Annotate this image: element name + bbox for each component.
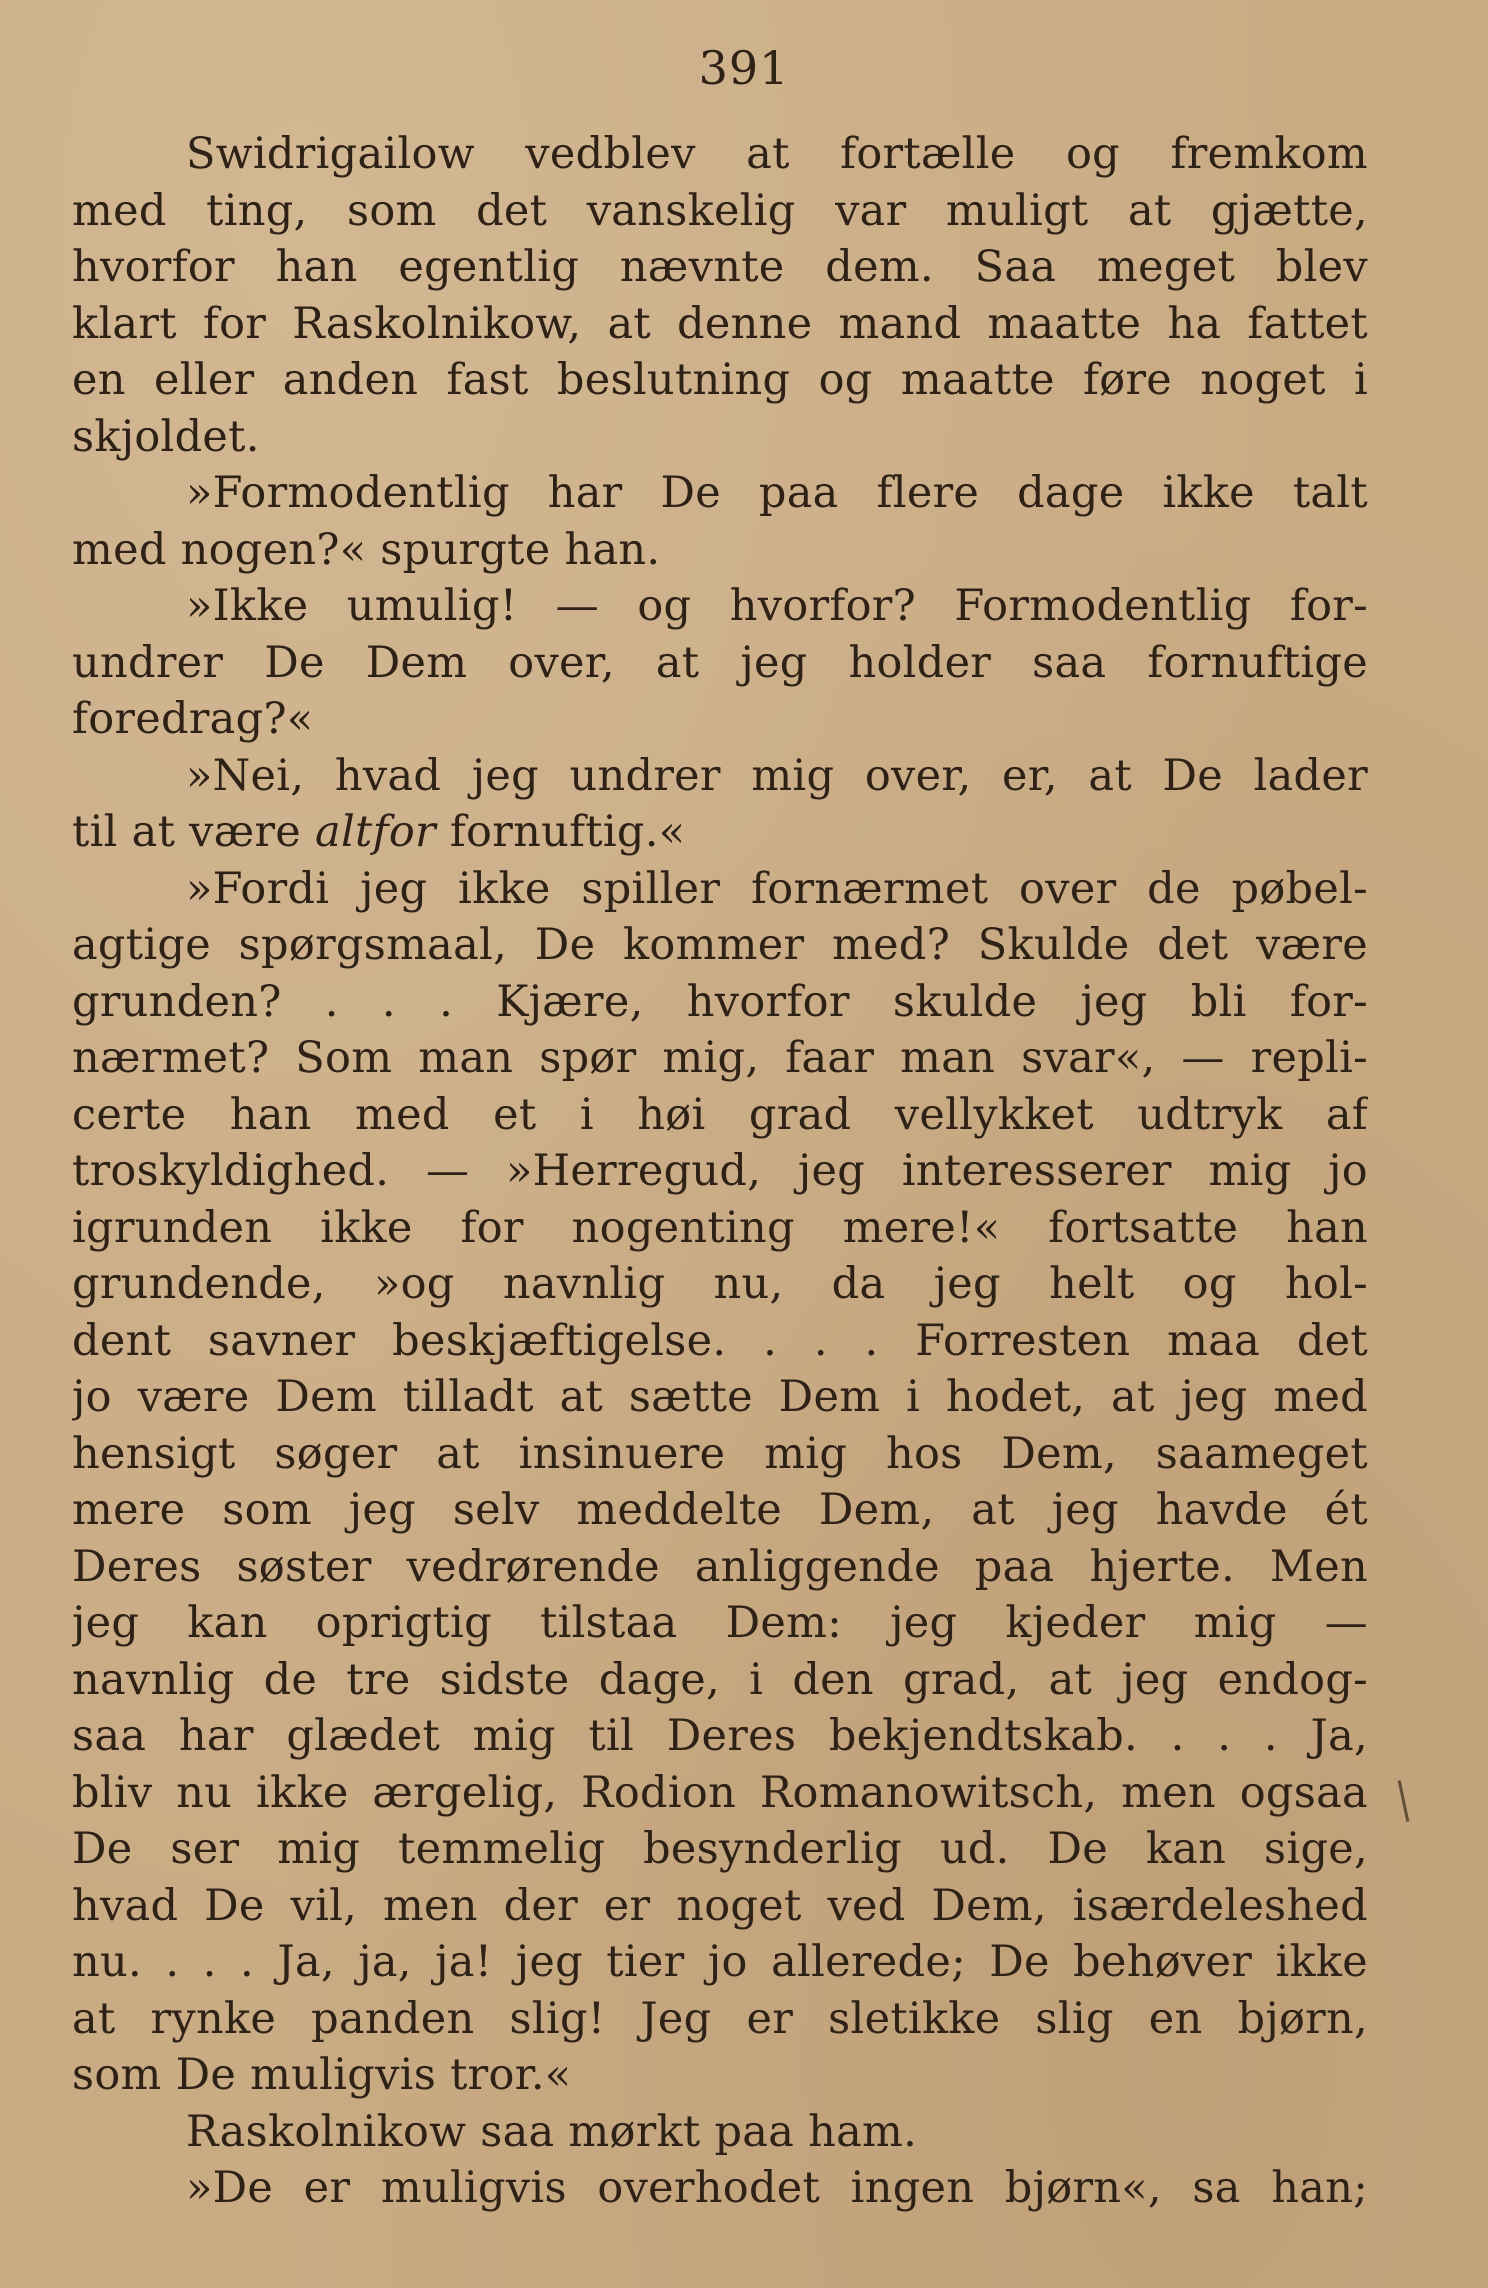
text-line: certe han med et i høi grad vellykket udtryk af	[72, 1089, 1368, 1140]
text-line: »Fordi jeg ikke spiller fornærmet over de pøbel-	[186, 863, 1368, 914]
italic-emphasis: altfor	[315, 807, 436, 857]
text-line: Deres søster vedrørende anliggende paa hjerte. Men	[72, 1541, 1368, 1592]
text-line: navnlig de tre sidste dage, i den grad, at jeg endog-	[72, 1654, 1368, 1705]
text-line: en eller anden fast beslutning og maatte føre noget i	[72, 355, 1368, 405]
page-number: 391	[698, 41, 790, 95]
text-line: nu. . . . Ja, ja, ja! jeg tier jo allerede; De behøver ikke	[72, 1937, 1368, 1987]
text-line: Raskolnikow saa mørkt paa ham.	[186, 2106, 918, 2157]
text-line: hvad De vil, men der er noget ved Dem, isærdeleshed	[72, 1880, 1368, 1931]
body-text	[72, 126, 1368, 2217]
text-line: Swidrigailow vedblev at fortælle og fremkom	[186, 129, 1368, 179]
text-line: klart for Raskolnikow, at denne mand maatte ha fattet	[72, 298, 1368, 349]
text-line: De ser mig temmelig besynderlig ud. De kan sige,	[72, 1824, 1368, 1874]
text-line: med nogen?« spurgte han.	[72, 524, 661, 575]
text-line: jo være Dem tilladt at sætte Dem i hodet, at jeg med	[72, 1372, 1368, 1422]
text-line: troskyldighed. — »Herregud, jeg interesserer mig jo	[72, 1146, 1368, 1196]
text-line: »Formodentlig har De paa flere dage ikke talt	[186, 468, 1368, 518]
text-line: mere som jeg selv meddelte Dem, at jeg havde ét	[72, 1485, 1368, 1535]
text-line: saa har glædet mig til Deres bekjendtskab. . . . Ja,	[72, 1711, 1368, 1761]
text-line: foredrag?«	[72, 694, 314, 744]
text-line: grunden? . . . Kjære, hvorfor skulde jeg bli for-	[72, 976, 1368, 1027]
text-line: »Nei, hvad jeg undrer mig over, er, at De lader	[186, 750, 1368, 801]
text-line: hvorfor han egentlig nævnte dem. Saa meget blev	[72, 242, 1368, 292]
text-line	[72, 804, 1368, 861]
text-line: hensigt søger at insinuere mig hos Dem, saameget	[72, 1428, 1368, 1479]
text-run: fornuftig.«	[435, 807, 686, 857]
text-line: bliv nu ikke ærgelig, Rodion Romanowitsch, men ogsaa	[72, 1767, 1368, 1818]
text-line: »Ikke umulig! — og hvorfor? Formodentlig for-	[186, 581, 1368, 631]
text-line: grundende, »og navnlig nu, da jeg helt og hol-	[72, 1259, 1368, 1309]
text-line: med ting, som det vanskelig var muligt at gjætte,	[72, 185, 1368, 236]
text-line: skjoldet.	[72, 411, 260, 462]
text-line: igrunden ikke for nogenting mere!« fortsatte han	[72, 1202, 1368, 1253]
text-line: agtige spørgsmaal, De kommer med? Skulde det være	[72, 920, 1368, 970]
text-line: »De er muligvis overhodet ingen bjørn«, sa han;	[186, 2163, 1368, 2213]
text-run: til at være	[72, 807, 316, 857]
text-line: som De muligvis tror.«	[72, 2050, 572, 2100]
text-line: nærmet? Som man spør mig, faar man svar«, — repli-	[72, 1033, 1368, 1083]
text-line: dent savner beskjæftigelse. . . . Forresten maa det	[72, 1315, 1368, 1366]
text-line: jeg kan oprigtig tilstaa Dem: jeg kjeder mig —	[72, 1598, 1368, 1648]
text-line: at rynke panden slig! Jeg er sletikke slig en bjørn,	[72, 1993, 1368, 2044]
text-line: undrer De Dem over, at jeg holder saa fornuftige	[72, 637, 1368, 688]
margin-pencil-mark	[1398, 1780, 1410, 1822]
